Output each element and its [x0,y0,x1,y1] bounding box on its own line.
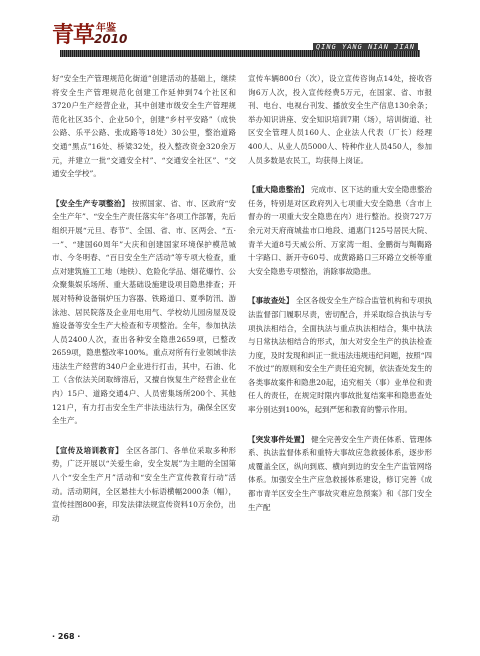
logo-year: 2010 [94,32,128,46]
section-body: 全区各级安全生产综合监管机构和专项执法监督部门履职尽责，密切配合，并采取综合执法与专项执法相结合，全面执法与重点执法相结合，集中执法与日常执法相结合的形式，加大对安全生产的执法检查力度，及时发现和纠正一批违法违规违纪问题，按照“四不放过”的原则和安全生产责任追究制，依法查处发生的各类事故案件和隐患20起，追究相关（事）业单位和责任人的责任，在规定时限内事故批复结案率和隐患查处率分别达到100%，起到严惩和教育的警示作用。 [248,296,433,415]
section-accident-investigation: 【事故查处】 全区各级安全生产综合监管机构和专项执法监督部门履职尽责，密切配合，并采取综合执法与专项执法相结合，全面执法与重点执法相结合，集中执法与日常执法相结合的形式，加大对安全生产的执法检查力度，及时发现和纠正一批违法违规违纪问题，按照“四不放过”的原则和安全生产责任追究制，依法查处发生的各类事故案件和隐患20起，追究相关（事）业单位和责任人的责任，在规定时限内事故批复结案率和隐患查处率分别达到100%，起到严惩和教育的警示作用。 [248,296,433,415]
section-major-hazard-rectification: 【重大隐患整治】 完成市、区下达的重大安全隐患整治任务，特别是对区政府列入七项重大安全隐患（含市上督办的一项重大安全隐患在内）进行整治。投资727万余元对天府商城盐市口地段、通惠门125号居民大院、青羊大道8号天威公所、万家湾一组、金鹏街与羯鞨路十字路口、新开寺60号、成黄路路口三环路立交桥等重大安全隐患专项整治，消除事故隐患。 [248,185,433,276]
right-column [248,72,432,514]
section-publicity-training: 【宣传及培训教育】 全区各部门、各单位采取多种形势，广泛开展以“关爱生命，安全发展”为主题的全国第八个“安全生产月”活动和“安全生产宣传教育行动”活动。活动期间，全区悬挂大小标语横幅2000条（幅），宣传挂图800套，印发法律法规宣传资料10万余份，出动 [52,445,237,523]
header-rule [60,50,420,57]
right-intro-paragraph: 宣传车辆800台（次），设立宣传咨询点14处，接收咨询6万人次，投入宣传经费5万元，在国家、省、市报刊、电台、电视台刊发、播放安全生产信息130余条；举办知识讲座、安全知识培训7期（场），培训街道、社区安全管理人员160人、企业法人代表（厂长）经理400人、从业人员5000人、特种作业人员450人，参加人员多数是农民工，均获得上岗证。 [248,74,432,165]
left-intro-paragraph: 好“安全生产管理规范化街道”创建活动的基础上，继续将安全生产管理规范化创建工作延伸到74个社区和3720户生产经营企业，其中创建市级安全生产管理规范化社区35个、企业50个，创建“乡村平安路”（成快公路、乐平公路、张成路等18处）30公里，整治道路交通“黑点”16处、桥梁32处，投入整改资金320余万元，并建立一批“交通安全村”、“交通安全社区”、“交通安全学校”。 [52,74,236,179]
section-title: 宣传及培训教育 [59,445,116,455]
section-body: 全区各部门、各单位采取多种形势，广泛开展以“关爱生命，安全发展”为主题的全国第八个“安全生产月”活动和“安全生产宣传教育行动”活动。活动期间，全区悬挂大小标语横幅2000条（幅），宣传挂图800套，印发法律法规宣传资料10万余份，出动 [52,445,237,523]
left-column [52,72,236,525]
section-safety-special-rectification: 【安全生产专项整治】 按照国家、省、市、区政府“安全生产年”、“安全生产责任落实年”各项工作部署，先后组织开展“元旦、春节”、全国、省、市、区两会、“五·一”、“建国60周年”大庆和创建国家环境保护模范城市、今冬明春、“百日安全生产活动”等专项大检查，重点对建筑施工工地（地铁）、危险化学品、烟花爆竹、公众聚集娱乐场所、重大基础设施建设项目隐患排查；开展对特种设备锅炉压力容器、铁路道口、夏季防汛、游泳池、居民院落及企业用电用气、学校幼儿园房屋及设施设备等安全生产大检查和专项整治。全年，参加执法人员2400人次，查出各种安全隐患2659项，已整改2659项，隐患整改率100%。重点对所有行业领域非法违法生产经营的340户企业进行打击，其中，石油、化工（含依法关闭取缔溶后，又擅自恢复生产经营企业在内）15户、道路交通4户、人员密集场所200个、其他121户，有力打击安全生产非法违法行为，确保全区安全生产。 [52,198,237,426]
yearbook-logo [52,18,132,52]
section-title: 重大隐患整治 [255,185,301,195]
section-title: 安全生产专项整治 [59,198,122,208]
page-number: · 268 · [52,632,81,641]
logo-word: 年鉴 [96,23,116,34]
logo-title: 青草 [52,22,95,48]
section-title: 事故查处 [255,296,286,306]
section-body: 按照国家、省、市、区政府“安全生产年”、“安全生产责任落实年”各项工作部署，先后组织开展“元旦、春节”、全国、省、市、区两会、“五·一”、“建国60周年”大庆和创建国家环境保护模范城市、今冬明春、“百日安全生产活动”等专项大检查，重点对建筑施工工地（地铁）、危险化学品、烟花爆竹、公众聚集娱乐场所、重大基础设施建设项目隐患排查；开展对特种设备锅炉压力容器、铁路道口、夏季防汛、游泳池、居民院落及企业用电用气、学校幼儿园房屋及设施设备等安全生产大检查和专项整治。全年，参加执法人员2400人次，查出各种安全隐患2659项，已整改2659项，隐患整改率100%。重点对所有行业领域非法违法生产经营的340户企业进行打击，其中，石油、化工（含依法关闭取缔溶后，又擅自恢复生产经营企业在内）15户、道路交通4户、人员密集场所200个、其他121户，有力打击安全生产非法违法行为，确保全区安全生产。 [52,198,237,426]
section-emergency-response: 【突发事件处置】 健全完善安全生产责任体系、管理体系、执法监督体系和重特大事故应急救援体系，逐步形成覆盖全区，纵向到底、横向到边的安全生产监管网络体系。加强安全生产应急救援体系建设，修订完善《成都市青羊区安全生产事故灾难应急预案》和《部门安全生产配 [248,434,433,512]
page-header [0,0,480,62]
header-tagline: QING YANG NIAN JIAN [313,43,418,51]
section-body: 完成市、区下达的重大安全隐患整治任务，特别是对区政府列入七项重大安全隐患（含市上督办的一项重大安全隐患在内）进行整治。投资727万余元对天府商城盐市口地段、通惠门125号居民大院、青羊大道8号天威公所、万家湾一组、金鹏街与羯鞨路十字路口、新开寺60号、成黄路路口三环路立交桥等重大安全隐患专项整治，消除事故隐患。 [248,185,433,276]
section-body: 健全完善安全生产责任体系、管理体系、执法监督体系和重特大事故应急救援体系，逐步形成覆盖全区，纵向到底、横向到边的安全生产监管网络体系。加强安全生产应急救援体系建设，修订完善《成都市青羊区安全生产事故灾难应急预案》和《部门安全生产配 [248,434,433,512]
section-title: 突发事件处置 [255,434,301,444]
